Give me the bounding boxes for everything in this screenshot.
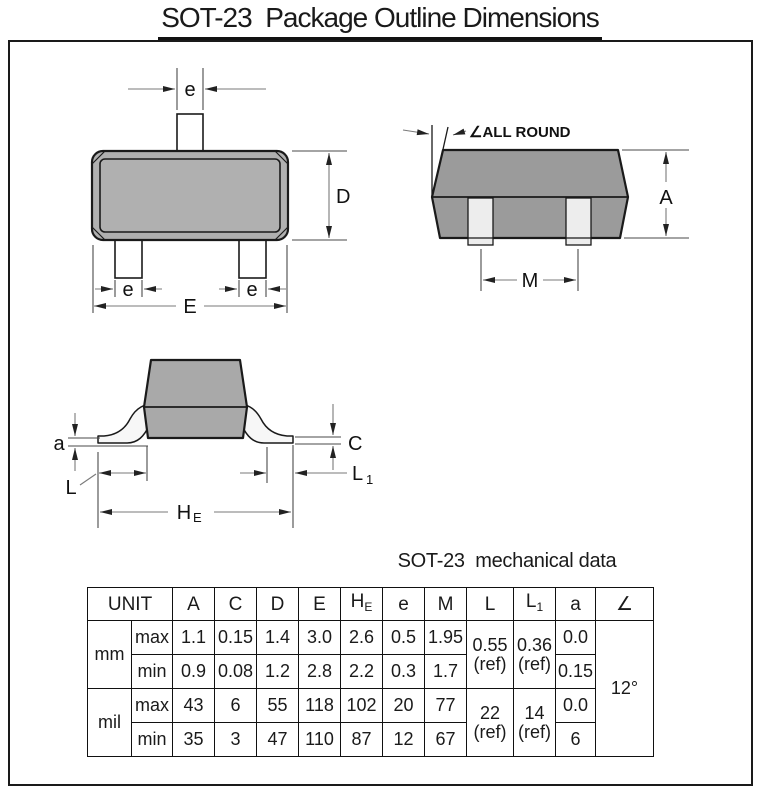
ref-value: 0.36: [516, 634, 553, 655]
unit-mm: mm: [88, 621, 132, 689]
front-top-pin: [177, 114, 203, 152]
dim-label-A: A: [659, 187, 673, 209]
row-label-max: max: [132, 621, 173, 655]
cell: 43: [173, 689, 215, 723]
profile-body: [144, 360, 247, 438]
cell: 102: [341, 689, 383, 723]
cell: 0.15: [215, 621, 257, 655]
cell-mil-L-ref: [467, 689, 514, 757]
table-row-mil-max: [88, 689, 654, 723]
cell: 67: [425, 723, 467, 757]
header-a: a: [556, 588, 596, 621]
header-HE-main: H: [350, 590, 365, 612]
ref-value: 22: [480, 702, 501, 723]
header-e: e: [383, 588, 425, 621]
row-label-max: max: [132, 689, 173, 723]
table-row-mm-max: [88, 621, 654, 655]
cell: 2.6: [341, 621, 383, 655]
header-C: C: [215, 588, 257, 621]
cell: 1.2: [257, 655, 299, 689]
cell: 3: [215, 723, 257, 757]
row-label-min: min: [132, 655, 173, 689]
mechanical-data-table: [87, 587, 654, 757]
header-HE-sub: E: [364, 599, 373, 614]
ref-suffix: (ref): [473, 721, 507, 742]
header-D: D: [257, 588, 299, 621]
dim-label-L1-sub: 1: [366, 472, 374, 487]
header-M: M: [425, 588, 467, 621]
cell: 20: [383, 689, 425, 723]
unit-mil: mil: [88, 689, 132, 757]
front-view-drawing: [92, 114, 288, 278]
header-angle: ∠: [596, 588, 654, 621]
dim-label-C: C: [348, 433, 363, 455]
cell: 1.4: [257, 621, 299, 655]
cell: 110: [299, 723, 341, 757]
cell: 3.0: [299, 621, 341, 655]
cell-mm-L-ref: [467, 621, 514, 689]
header-HE: [341, 588, 383, 621]
header-L1: [514, 588, 556, 621]
cell-mm-L1-ref: [514, 621, 556, 689]
dim-label-HE-sub: E: [193, 510, 202, 525]
header-L1-sub: 1: [536, 599, 544, 614]
header-L1-main: L: [525, 590, 537, 612]
cell-angle-value: 12°: [596, 621, 654, 757]
cell: 0.5: [383, 621, 425, 655]
dim-label-L1: L: [352, 463, 364, 485]
table-subtitle: SOT-23 mechanical data: [397, 550, 617, 572]
front-body-outer: [92, 151, 288, 240]
ref-suffix: (ref): [518, 721, 552, 742]
cell: 0.08: [215, 655, 257, 689]
cell: 0.0: [556, 689, 596, 723]
page-title-text: SOT-23 Package Outline Dimensions: [158, 2, 602, 40]
cell: 1.7: [425, 655, 467, 689]
dim-label-e-right: e: [246, 279, 258, 301]
all-round-annotation: ∠ALL ROUND: [469, 124, 571, 141]
dim-label-L: L: [65, 477, 77, 499]
dim-label-M: M: [521, 270, 539, 292]
cell: 77: [425, 689, 467, 723]
cell: 1.95: [425, 621, 467, 655]
cell: 47: [257, 723, 299, 757]
perspective-view-drawing: [432, 125, 628, 245]
cell: 2.2: [341, 655, 383, 689]
perspective-body: [432, 150, 628, 238]
dim-label-HE: H: [176, 502, 192, 524]
cell: 0.0: [556, 621, 596, 655]
cell: 87: [341, 723, 383, 757]
header-E: E: [299, 588, 341, 621]
dim-label-D: D: [336, 186, 351, 208]
ref-suffix: (ref): [518, 653, 552, 674]
header-L: L: [467, 588, 514, 621]
dim-label-e-top: e: [184, 79, 196, 101]
ref-suffix: (ref): [473, 653, 507, 674]
cell: 35: [173, 723, 215, 757]
cell: 0.15: [556, 655, 596, 689]
cell: 1.1: [173, 621, 215, 655]
header-unit: UNIT: [88, 588, 173, 621]
cell: 12: [383, 723, 425, 757]
cell: 118: [299, 689, 341, 723]
table-row-mm-min: [88, 655, 654, 689]
table-row-mil-min: [88, 723, 654, 757]
cell: 2.8: [299, 655, 341, 689]
cell-mil-L1-ref: [514, 689, 556, 757]
ref-value: 14: [524, 702, 545, 723]
header-A: A: [173, 588, 215, 621]
dim-label-E: E: [183, 296, 197, 318]
ref-value: 0.55: [472, 634, 508, 655]
profile-view-drawing: [98, 360, 293, 443]
row-label-min: min: [132, 723, 173, 757]
cell: 6: [556, 723, 596, 757]
dim-label-e-left: e: [122, 279, 134, 301]
cell: 6: [215, 689, 257, 723]
cell: 0.9: [173, 655, 215, 689]
front-bottom-left-pin: [115, 240, 142, 278]
cell: 0.3: [383, 655, 425, 689]
front-bottom-right-pin: [239, 240, 266, 278]
cell: 55: [257, 689, 299, 723]
dim-label-a: a: [53, 433, 65, 455]
table-header-row: [88, 588, 654, 621]
